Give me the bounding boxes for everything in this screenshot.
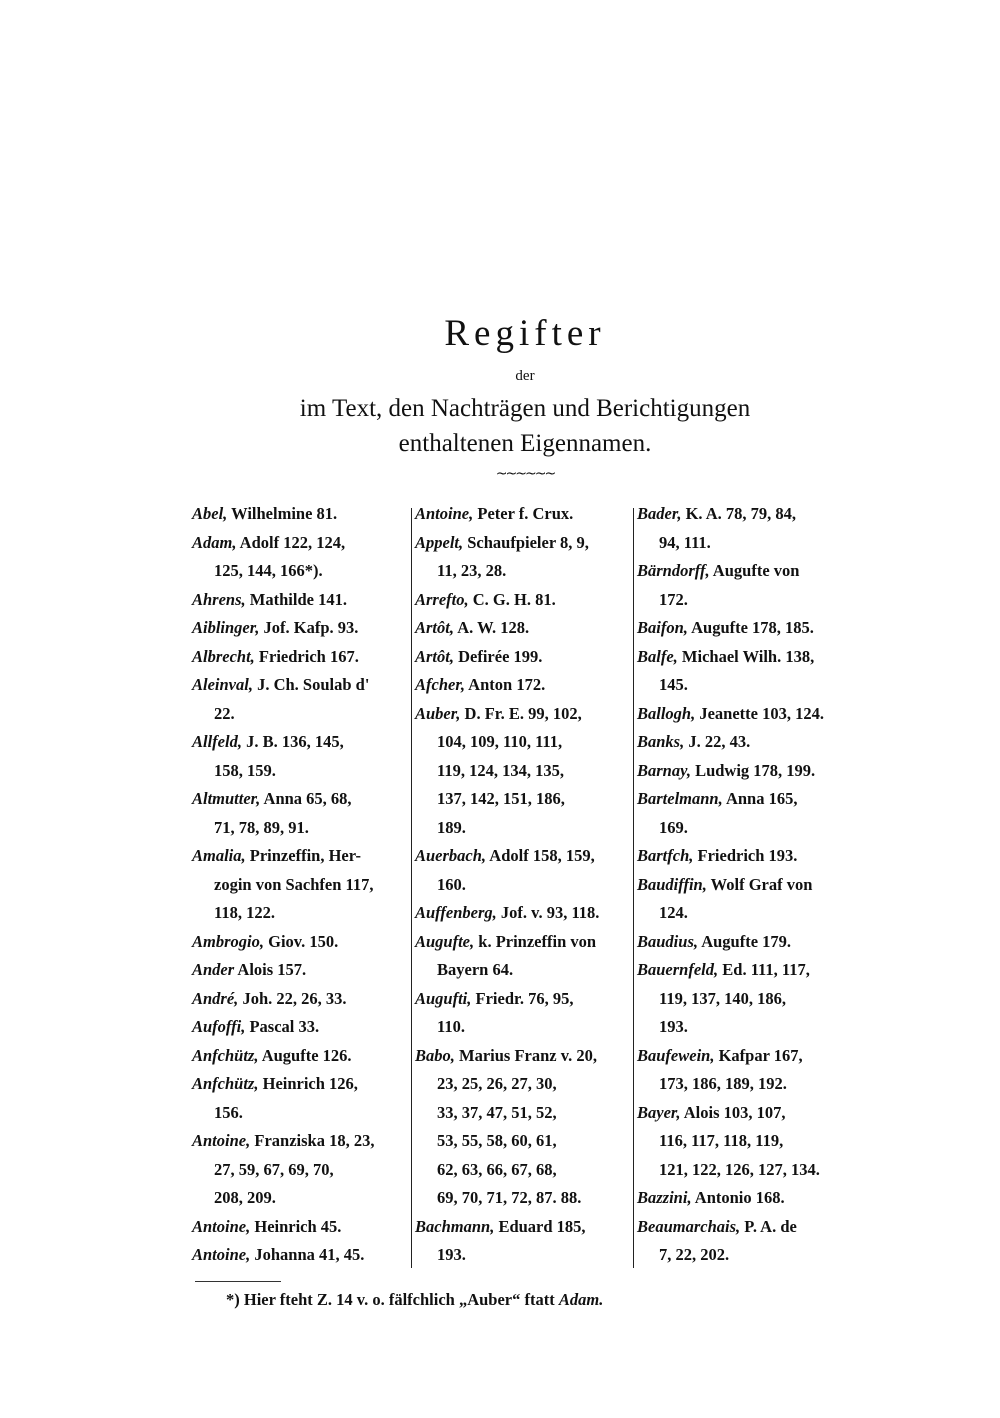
index-entry (192, 500, 408, 529)
entry-name: Barnay, (637, 760, 691, 780)
index-entry-continuation (415, 814, 631, 843)
entry-text: J. B. 136, 145, (241, 732, 344, 751)
entry-name: Banks, (637, 732, 685, 751)
entry-text: J. 22, 43. (684, 732, 751, 751)
index-entry (637, 956, 853, 985)
entry-text: 193. (659, 1017, 688, 1036)
entry-name: Aleinval, (192, 675, 253, 694)
index-entry (637, 700, 853, 729)
index-entry (415, 529, 631, 558)
entry-text: 23, 25, 26, 27, 30, (437, 1074, 557, 1093)
entry-text: 118, 122. (214, 903, 275, 922)
column-divider-1 (411, 508, 412, 1268)
index-entry-continuation (415, 871, 631, 900)
entry-name: André, (192, 988, 239, 1008)
index-entry (192, 671, 408, 700)
entry-name: Antoine, (192, 1245, 251, 1264)
wave-ornament: ~~~~~~ (495, 466, 555, 482)
index-entry-continuation (415, 785, 631, 814)
index-entry (192, 529, 408, 558)
entry-text: Anton 172. (464, 675, 546, 694)
index-entry-continuation (415, 1156, 631, 1185)
footnote-marker: *) (226, 1290, 240, 1309)
index-entry (192, 614, 408, 643)
entry-name: Bauernfeld, (637, 960, 719, 979)
entry-text: Johanna 41, 45. (250, 1245, 365, 1264)
entry-text: Jof. v. 93, 118. (496, 903, 600, 922)
entry-text: Ed. 111, 117, (718, 960, 810, 979)
index-entry-continuation (415, 757, 631, 786)
index-entry (192, 985, 408, 1014)
entry-name: Baudiffin, (637, 874, 707, 894)
entry-text: Heinrich 45. (250, 1216, 342, 1236)
entry-text: Jeanette 103, 124. (695, 703, 824, 723)
entry-text: Anna 65, 68, (260, 789, 352, 808)
entry-text: 172. (659, 589, 688, 609)
entry-name: Bayer, (637, 1102, 681, 1122)
entry-text: Augufte 178, 185. (687, 618, 814, 637)
entry-text: 33, 37, 47, 51, 52, (437, 1102, 557, 1122)
entry-text: 11, 23, 28. (437, 561, 507, 580)
index-entry (415, 899, 631, 928)
index-entry (192, 1241, 408, 1270)
entry-text: 7, 22, 202. (659, 1245, 730, 1264)
entry-name: Allfeld, (192, 732, 242, 751)
entry-text: K. A. 78, 79, 84, (681, 504, 797, 523)
footnote (226, 1290, 603, 1310)
index-entry-continuation (637, 1013, 853, 1042)
entry-name: Aufoffi, (192, 1017, 246, 1036)
entry-text: Friedrich 193. (693, 846, 798, 865)
entry-text: 119, 124, 134, 135, (437, 760, 564, 780)
index-entry-continuation (637, 899, 853, 928)
index-entry (415, 928, 631, 957)
entry-text: Marius Franz v. 20, (454, 1045, 597, 1065)
index-entry (637, 842, 853, 871)
index-column-2 (415, 500, 631, 1270)
entry-text: Adolf 122, 124, (236, 532, 346, 552)
index-entry-continuation (637, 1241, 853, 1270)
entry-name: Artôt, (415, 646, 454, 666)
entry-text: 169. (659, 817, 688, 837)
index-entry-continuation (415, 557, 631, 586)
entry-text: 145. (659, 675, 688, 694)
index-column-3 (637, 500, 853, 1270)
entry-text: 137, 142, 151, 186, (437, 789, 565, 808)
index-entry (637, 871, 853, 900)
entry-name: Abel, (192, 504, 228, 523)
entry-text: 208, 209. (214, 1188, 276, 1207)
index-entry (192, 1070, 408, 1099)
index-entry-continuation (192, 1099, 408, 1128)
entry-text: Augufte 179. (698, 931, 792, 951)
entry-name: Ambrogio, (192, 931, 264, 951)
index-entry-continuation (192, 757, 408, 786)
entry-text: 189. (437, 817, 466, 837)
entry-name: Bärndorff, (637, 561, 710, 580)
entry-text: Friedrich 167. (254, 646, 359, 666)
column-divider-2 (633, 508, 634, 1268)
entry-text: Jof. Kafp. 93. (259, 618, 359, 637)
entry-name: Bader, (637, 504, 682, 523)
entry-text: 173, 186, 189, 192. (659, 1074, 787, 1093)
index-entry-continuation (415, 728, 631, 757)
entry-name: Albrecht, (192, 646, 255, 666)
index-entry-continuation (637, 529, 853, 558)
index-entry (192, 1013, 408, 1042)
entry-text: D. Fr. E. 99, 102, (460, 703, 582, 723)
subtitle-line-1: im Text, den Nachträgen und Berichtigungen (299, 395, 751, 422)
index-entry (192, 928, 408, 957)
footnote-rule (195, 1281, 281, 1282)
title-der: der (515, 368, 535, 384)
entry-text: 69, 70, 71, 72, 87. 88. (437, 1188, 582, 1207)
entry-name: Babo, (415, 1045, 455, 1065)
index-entry-continuation (192, 1184, 408, 1213)
entry-text: 160. (437, 874, 466, 894)
entry-name: Anfchütz, (192, 1074, 259, 1093)
entry-name: Ahrens, (192, 589, 246, 609)
index-entry (637, 785, 853, 814)
entry-text: Franziska 18, 23, (250, 1131, 375, 1150)
index-entry-continuation (415, 956, 631, 985)
entry-name: Beaumarchais, (637, 1216, 741, 1236)
index-entry-continuation (637, 985, 853, 1014)
entry-text: Michael Wilh. 138, (677, 646, 815, 666)
entry-text: Eduard 185, (494, 1216, 586, 1236)
entry-text: Mathilde 141. (245, 589, 347, 609)
index-entry-continuation (637, 814, 853, 843)
entry-name: Auffenberg, (415, 903, 497, 922)
entry-name: Appelt, (415, 532, 464, 552)
entry-text: Joh. 22, 26, 33. (238, 988, 347, 1008)
entry-text: 156. (214, 1102, 243, 1122)
entry-text: 104, 109, 110, 111, (437, 732, 563, 751)
entry-text: 193. (437, 1245, 466, 1264)
entry-text: Friedr. 76, 95, (471, 988, 574, 1008)
entry-text: C. G. H. 81. (468, 589, 556, 609)
index-entry (415, 1213, 631, 1242)
entry-name: Arrefto, (415, 589, 469, 609)
entry-text: 116, 117, 118, 119, (659, 1131, 784, 1150)
index-entry (415, 1042, 631, 1071)
entry-text: zogin von Sachfen 117, (214, 874, 374, 894)
entry-text: Adolf 158, 159, (486, 846, 595, 865)
index-entry (192, 842, 408, 871)
entry-text: 94, 111. (659, 532, 711, 552)
entry-name: Auerbach, (415, 846, 487, 865)
index-entry (637, 928, 853, 957)
index-entry-continuation (192, 1156, 408, 1185)
entry-text: Defirée 199. (453, 646, 543, 666)
index-entry (192, 643, 408, 672)
index-entry-continuation (192, 700, 408, 729)
index-column-1 (192, 500, 408, 1270)
entry-text: Heinrich 126, (258, 1074, 358, 1093)
entry-name: Bartfch, (637, 846, 694, 865)
entry-name: Antoine, (192, 1131, 251, 1150)
entry-text: Ludwig 178, 199. (690, 760, 816, 780)
entry-name: Antoine, (192, 1216, 251, 1236)
entry-name: Baudius, (637, 931, 698, 951)
index-entry (637, 614, 853, 643)
entry-text: 125, 144, 166*). (214, 561, 323, 580)
index-entry-continuation (637, 1156, 853, 1185)
index-entry (415, 671, 631, 700)
entry-text: Schaufpieler 8, 9, (463, 532, 589, 552)
entry-text: 124. (659, 903, 688, 922)
index-entry-continuation (192, 814, 408, 843)
entry-text: 71, 78, 89, 91. (214, 817, 309, 837)
index-entry-continuation (637, 671, 853, 700)
entry-name: Baufewein, (637, 1045, 715, 1065)
entry-text: Bayern 64. (437, 960, 514, 979)
index-entry (192, 956, 408, 985)
index-entry-continuation (415, 1184, 631, 1213)
entry-name: Antoine, (415, 504, 474, 523)
entry-text: Wilhelmine 81. (227, 504, 338, 523)
index-entry (192, 1213, 408, 1242)
entry-name: Augufti, (415, 988, 472, 1008)
index-entry (192, 728, 408, 757)
entry-text: Pascal 33. (245, 1017, 320, 1036)
index-entry-continuation (415, 1070, 631, 1099)
entry-text: Giov. 150. (263, 931, 339, 951)
index-entry (637, 643, 853, 672)
index-entry (192, 586, 408, 615)
index-entry (192, 1127, 408, 1156)
footnote-text: Hier fteht Z. 14 v. o. fälfchlich „Auber“ ftatt (239, 1290, 559, 1309)
index-entry-continuation (415, 1241, 631, 1270)
entry-name: Ballogh, (637, 703, 696, 723)
entry-text: 27, 59, 67, 69, 70, (214, 1159, 334, 1179)
entry-name: Ander (192, 960, 235, 979)
index-entry (637, 1042, 853, 1071)
index-entry (637, 1213, 853, 1242)
entry-text: 110. (437, 1017, 465, 1036)
index-entry-continuation (415, 1099, 631, 1128)
entry-text: Wolf Graf von (706, 874, 813, 894)
index-entry (415, 614, 631, 643)
entry-name: Balfe, (637, 646, 678, 666)
index-entry (415, 985, 631, 1014)
entry-name: Augufte, (415, 931, 475, 951)
entry-name: Aiblinger, (192, 618, 260, 637)
index-entry (415, 643, 631, 672)
index-entry (415, 586, 631, 615)
index-entry (192, 785, 408, 814)
index-entry-continuation (192, 557, 408, 586)
index-entry-continuation (637, 1127, 853, 1156)
index-entry-continuation (637, 1070, 853, 1099)
index-entry-continuation (192, 899, 408, 928)
entry-text: P. A. de (740, 1216, 797, 1236)
entry-name: Baifon, (637, 618, 688, 637)
entry-text: Alois 103, 107, (680, 1102, 786, 1122)
entry-text: 62, 63, 66, 67, 68, (437, 1159, 557, 1179)
index-entry (637, 757, 853, 786)
entry-name: Altmutter, (192, 789, 261, 808)
entry-name: Adam, (192, 532, 237, 552)
entry-name: Anfchütz, (192, 1045, 259, 1065)
index-entry (637, 1099, 853, 1128)
index-entry (637, 728, 853, 757)
entry-name: Bachmann, (415, 1216, 495, 1236)
index-entry (637, 557, 853, 586)
entry-text: 121, 122, 126, 127, 134. (659, 1159, 820, 1179)
index-entry (192, 1042, 408, 1071)
entry-name: Artôt, (415, 618, 454, 637)
entry-text: A. W. 128. (453, 618, 530, 637)
index-entry-continuation (192, 871, 408, 900)
entry-name: Amalia, (192, 846, 246, 865)
entry-name: Bartelmann, (637, 789, 723, 808)
index-entry-continuation (415, 1127, 631, 1156)
index-entry (415, 842, 631, 871)
entry-text: Prinzeffin, Her- (245, 846, 361, 865)
entry-name: Auber, (415, 703, 461, 723)
index-entry (637, 500, 853, 529)
entry-name: Afcher, (415, 675, 465, 694)
entry-text: 119, 137, 140, 186, (659, 988, 786, 1008)
entry-name: Bazzini, (637, 1188, 692, 1207)
entry-text: Antonio 168. (691, 1188, 785, 1207)
footnote-italic: Adam. (558, 1290, 604, 1309)
entry-text: k. Prinzeffin von (474, 931, 597, 951)
index-entry (415, 700, 631, 729)
entry-text: 53, 55, 58, 60, 61, (437, 1131, 557, 1150)
entry-text: Augufte 126. (258, 1045, 352, 1065)
entry-text: Kafpar 167, (714, 1045, 803, 1065)
entry-text: 22. (214, 703, 235, 723)
index-entry (637, 1184, 853, 1213)
index-entry-continuation (415, 1013, 631, 1042)
index-entry-continuation (637, 586, 853, 615)
index-entry (415, 500, 631, 529)
entry-text: J. Ch. Soulab d' (252, 675, 370, 694)
entry-text: Peter f. Crux. (473, 504, 574, 523)
entry-text: Alois 157. (234, 960, 307, 979)
entry-text: Anna 165, (722, 789, 798, 808)
page-title: Regifter (444, 313, 606, 354)
entry-text: 158, 159. (214, 760, 276, 780)
entry-text: Augufte von (709, 561, 800, 580)
subtitle-line-2: enthaltenen Eigennamen. (398, 430, 652, 457)
